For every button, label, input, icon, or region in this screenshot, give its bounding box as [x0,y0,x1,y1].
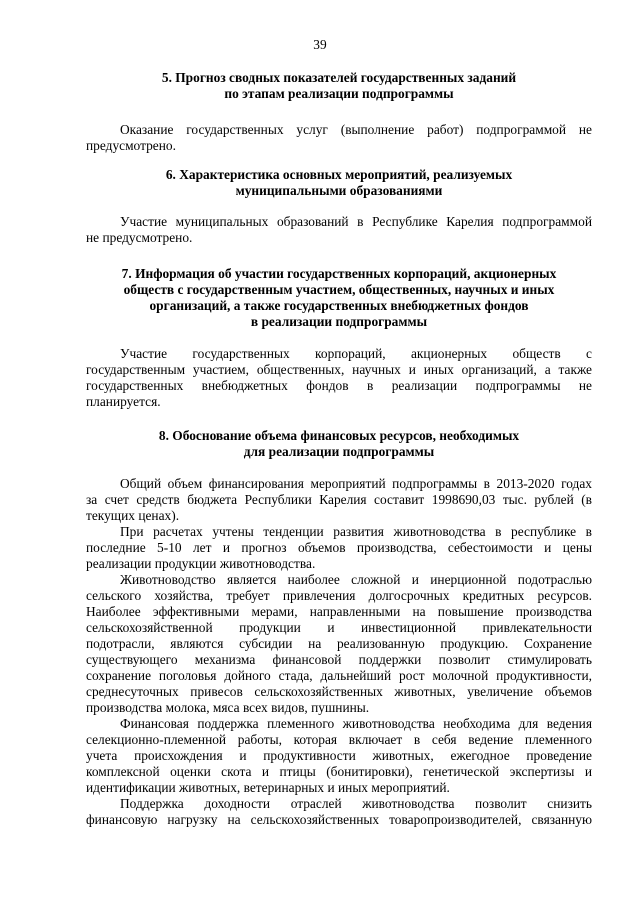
paragraph: Поддержка доходности отраслей животноводства позволит снизить финансовую нагрузку на сельскохозяйственных товаропроизводителей, связанную [86,796,592,827]
paragraph: Общий объем финансирования мероприятий подпрограммы в 2013-2020 годах за счет средств бюджета Республики Карелия составит 1998690,03 тыс. рублей (в текущих ценах). [86,476,592,523]
paragraph: Финансовая поддержка племенного животноводства необходима для ведения селекционно-племенной работы, которая включает в себя ведение племенного учета происхождения и продуктивности животных, ежегодное проведение комплексной оценки скота и птицы (бонитировки), генетической экспертизы и идентификации животных, ветеринарных и иных мероприятий. [86,716,592,795]
section-5 [86,70,592,154]
section-6 [86,167,592,246]
section-6-heading: 6. Характеристика основных мероприятий, реализуемых муниципальными образованиями [165,167,513,198]
paragraph: Животноводство является наиболее сложной и инерционной подотраслью сельского хозяйства, требует привлечения долгосрочных кредитных ресурсов. Наиболее эффективными мерами, направленными на повышение производства сельскохозяйственной продукции и инвестиционной привлекательности подотрасли, являются субсидии на реализованную продукцию. Сохранение существующего механизма финансовой поддержки позволит стимулировать сохранение поголовья дойного стада, дальнейший рост молочной продуктивности, среднесуточных привесов сельскохозяйственных животных, увеличение объемов производства молока, мяса всех видов, пушнины. [86,572,592,715]
paragraph: Участие государственных корпораций, акционерных обществ с государственным участием, общественных, научных и иных организаций, а также государственных внебюджетных фондов в реализации подпрограммы не планируется. [86,346,592,409]
section-8-heading: 8. Обоснование объема финансовых ресурсов, необходимых для реализации подпрограммы [158,428,520,459]
section-7-heading: 7. Информация об участии государственных корпораций, акционерных обществ с государственным участием, общественных, научных и иных организаций, а также государственных внебюджетных фондов в реализации подпрограммы [121,266,557,329]
section-7 [86,266,592,410]
section-8 [86,428,592,828]
paragraph: Оказание государственных услуг (выполнение работ) подпрограммой не предусмотрено. [86,122,592,153]
page-number: 39 [313,37,327,52]
paragraph: Участие муниципальных образований в Республике Карелия подпрограммой не предусмотрено. [86,214,592,245]
paragraph: При расчетах учтены тенденции развития животноводства в республике в последние 5-10 лет и прогноз объемов производства, себестоимости и цены реализации продукции животноводства. [86,524,592,571]
section-5-heading: 5. Прогноз сводных показателей государственных заданий по этапам реализации подпрограммы [161,70,517,101]
